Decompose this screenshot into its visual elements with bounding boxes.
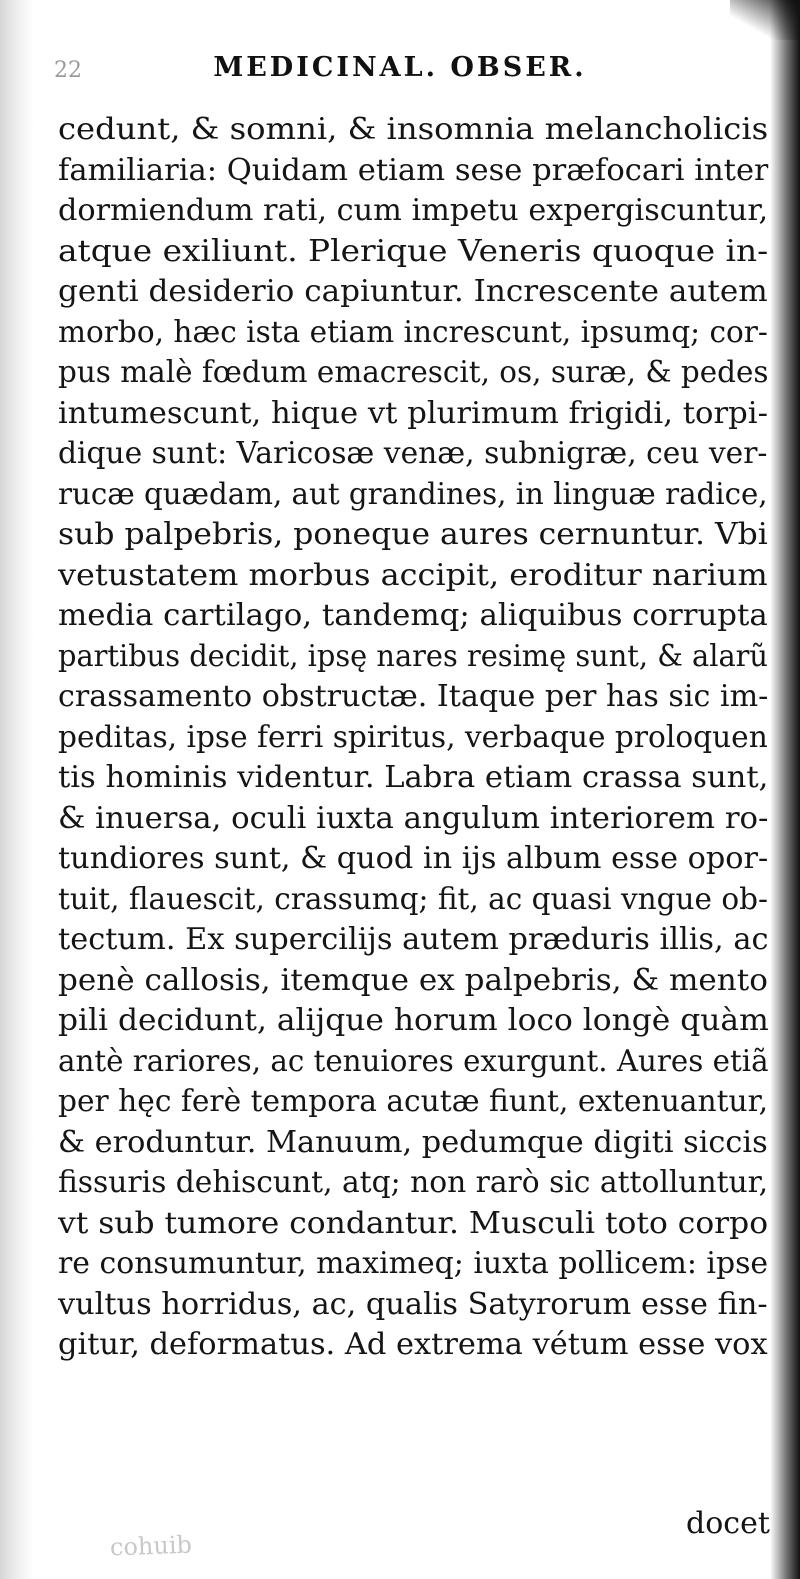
text-line: partibus decidit, ipsę nares resimę sunt, & alarũ <box>58 638 768 674</box>
text-line: dique sunt: Varicosæ venæ, subnigræ, ceu ver- <box>58 436 768 471</box>
text-line: tis hominis videntur. Labra etiam crassa sunt, <box>58 760 769 795</box>
text-line: cedunt, & somni, & insomnia melancholicis <box>58 112 768 147</box>
text-line: pus malè fœdum emacrescit, os, suræ, & pedes <box>58 355 769 390</box>
text-line: antè rariores, ac tenuiores exurgunt. Aures etiã <box>58 1043 769 1079</box>
text-line: tectum. Ex superciliјs autem præduris illis, ac <box>58 922 769 957</box>
running-head: MEDICINAL. OBSER. <box>213 52 587 83</box>
catchword: docet <box>686 1506 770 1541</box>
text-line: intumescunt, hique vt plurimum frigidi, torpi- <box>58 395 768 431</box>
text-line: & eroduntur. Manuum, pedumque digiti siccis <box>58 1124 768 1160</box>
text-line: penè callosis, itemque ex palpebris, & mento <box>58 962 768 998</box>
text-line: media cartilago, tandemq; aliquibus corrupta <box>58 598 768 633</box>
text-line: re consumuntur, maximeq; iuxta pollicem: ipse <box>58 1246 769 1281</box>
text-line: fissuris dehiscunt, atq; non rarò sic attolluntur, <box>58 1165 768 1200</box>
text-line: crassamento obstructæ. Itaque per has sic im- <box>58 679 768 714</box>
text-line: rucæ quædam, aut grandines, in linguæ radice, <box>58 476 768 512</box>
binding-gutter <box>0 0 34 1579</box>
text-line: morbo, hæc ista etiam increscunt, ipsumq; cor- <box>58 314 768 350</box>
text-line: tundiores sunt, & quod in ijs album esse opor- <box>58 841 769 876</box>
text-line: per hęc ferè tempora acutæ fiunt, extenuantur, <box>58 1084 768 1119</box>
text-line: sub palpebris, poneque aures cernuntur. Vbi <box>58 517 768 552</box>
text-line: familiaria: Quidam etiam sese præfocari inter <box>58 152 769 188</box>
bleed-through-text: cohuib <box>109 1530 193 1562</box>
text-line: genti desiderio capiuntur. Increscente autem <box>58 274 768 309</box>
text-line: dormiendum rati, cum impetu expergiscuntur, <box>58 193 769 228</box>
text-line: pili decidunt, alijque horum loco longè quàm <box>58 1003 769 1038</box>
body-text <box>58 110 768 1366</box>
text-line: vultus horridus, ac, qualis Satyrorum esse fin- <box>58 1286 768 1322</box>
text-line: vetustatem morbus accipit, eroditur narium <box>58 557 768 593</box>
text-line: atque exiliunt. Plerique Veneris quoque in- <box>58 233 768 269</box>
page-number: 22 <box>54 58 82 83</box>
text-line: tuit, flauescit, crassumq; fit, ac quasi vngue ob- <box>58 881 768 917</box>
text-line: peditas, ipse ferri spiritus, verbaque proloquen <box>58 719 768 755</box>
text-line: vt sub tumore condantur. Musculi toto corpo <box>58 1205 768 1241</box>
text-line: gitur, deformatus. Ad extrema vétum esse vox <box>58 1327 768 1362</box>
page-edge-shadow <box>770 0 800 1579</box>
text-line: & inuersa, oculi iuxta angulum interiorem ro- <box>58 800 769 836</box>
